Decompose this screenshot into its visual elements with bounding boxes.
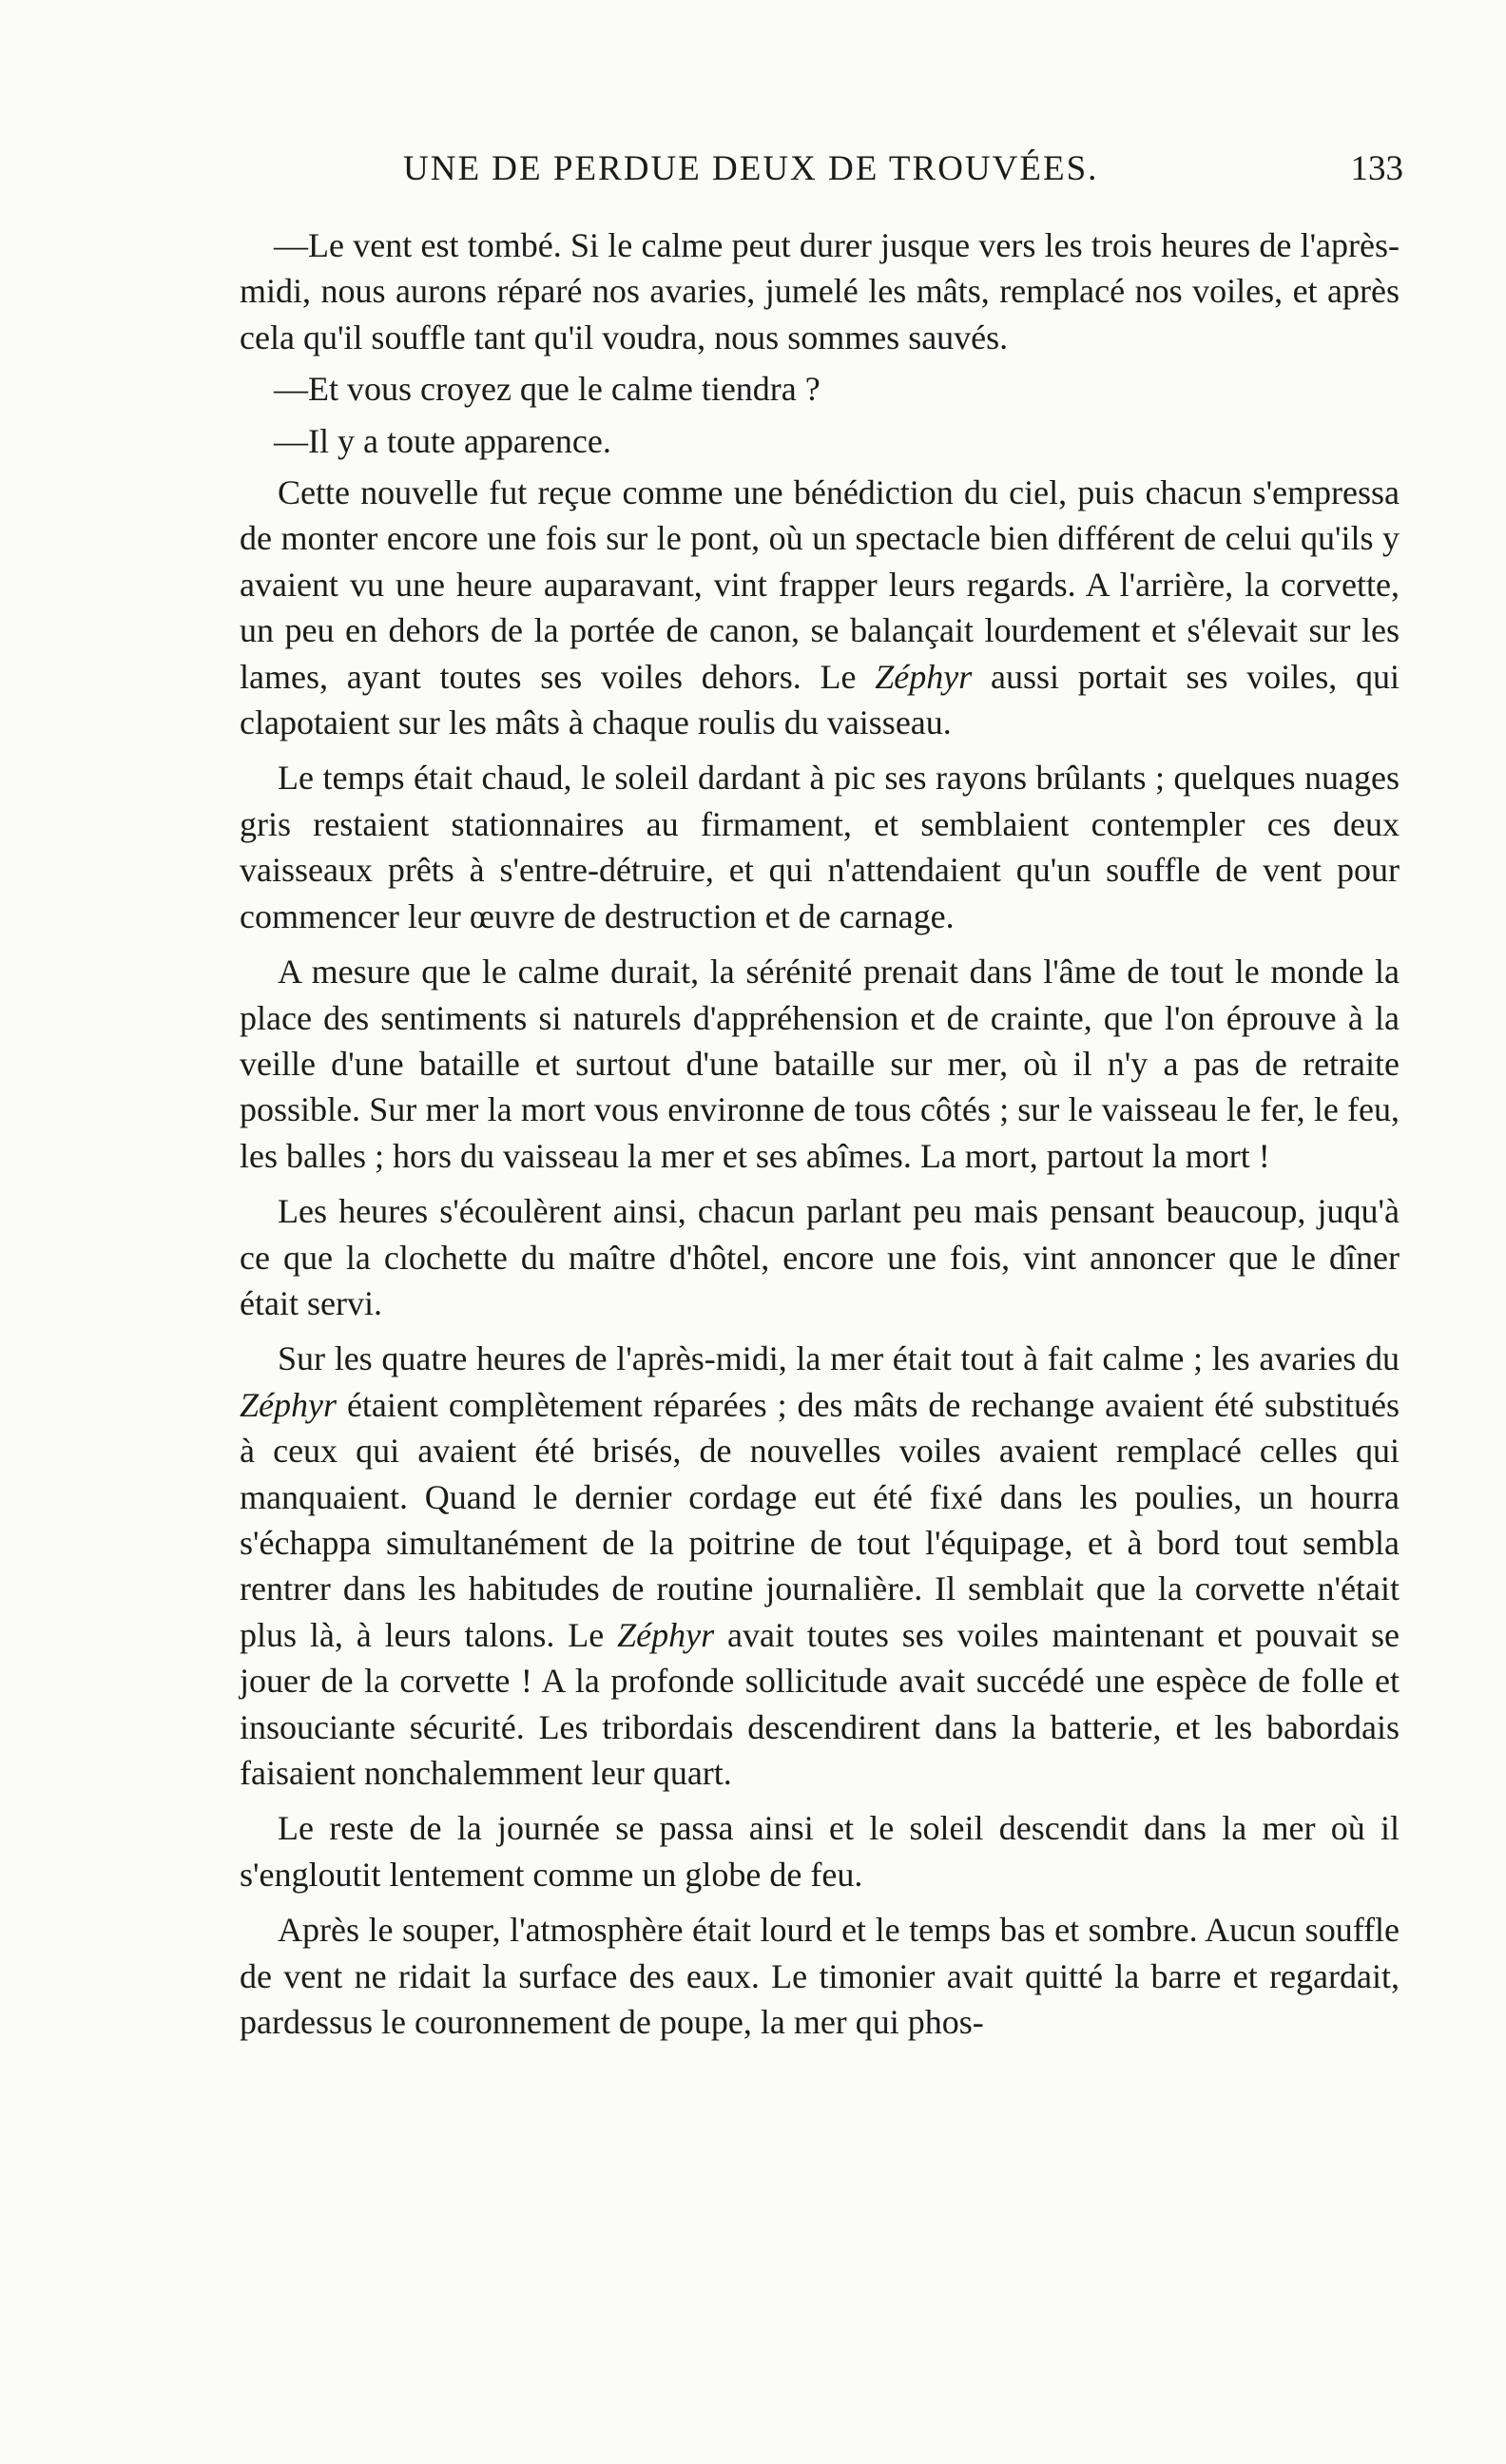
text-segment: Après le souper, l'atmosphère était lourd et le temps bas et sombre. Aucun souffle de vent ne ridait la surface des eaux. Le timonier avait quitté la barre et regardait, pardessus le couronnement de poupe, la mer qui phos- (240, 1911, 1400, 2042)
text-segment: avait toutes ses voiles maintenant et pouvait se jouer de la corvette ! A la profonde sollicitude avait succédé une espèce de folle et insouciante sécurité. Les tribordais descendirent dans la batterie, et les babordais faisaient nonchalemment leur quart. (240, 1615, 1400, 1792)
paragraph (240, 755, 1400, 939)
italic-text: Zéphyr (617, 1615, 715, 1654)
text-segment: Sur les quatre heures de l'après-midi, la mer était tout à fait calme ; les avaries du (278, 1339, 1400, 1378)
paragraph (240, 366, 1400, 412)
paragraph (240, 470, 1400, 745)
paragraph (240, 1188, 1400, 1326)
text-segment: Le temps était chaud, le soleil dardant à pic ses rayons brûlants ; quelques nuages gris restaient stationnaires au firmament, et semblaient contempler ces deux vaisseaux prêts à s'entre-détruire, et qui n'attendaient qu'un souffle de vent pour commencer leur œuvre de destruction et de carnage. (240, 759, 1400, 935)
text-segment: —Le vent est tombé. Si le calme peut durer jusque vers les trois heures de l'après-midi, nous aurons réparé nos avaries, jumelé les mâts, remplacé nos voiles, et après cela qu'il souffle tant qu'il voudra, nous sommes sauvés. (240, 226, 1400, 356)
book-page (240, 143, 1403, 2045)
paragraph (240, 1907, 1400, 2045)
text-segment: Les heures s'écoulèrent ainsi, chacun parlant peu mais pensant beaucoup, juqu'à ce que la clochette du maître d'hôtel, encore une fois, vint annoncer que le dîner était servi. (240, 1192, 1400, 1322)
running-header (240, 143, 1403, 200)
running-title: UNE DE PERDUE DEUX DE TROUVÉES. (403, 149, 1099, 188)
text-segment: —Il y a toute apparence. (274, 421, 611, 460)
italic-text: Zéphyr (240, 1385, 337, 1424)
paragraph (240, 418, 1400, 464)
paragraph (240, 222, 1400, 360)
text-segment: étaient complètement réparées ; des mâts de rechange avaient été substitués à ceux qui avaient été brisés, de nouvelles voiles avaient remplacé celles qui manquaient. Quand le dernier cordage eut été fixé dans les poulies, un hourra s'échappa simultanément de la poitrine de tout l'équipage, et à bord tout sembla rentrer dans les habitudes de routine journalière. Il semblait que la corvette n'était plus là, à leurs talons. Le (240, 1385, 1400, 1654)
paragraph (240, 1336, 1400, 1796)
text-segment: Le reste de la journée se passa ainsi et le soleil descendit dans la mer où il s'engloutit lentement comme un globe de feu. (240, 1809, 1400, 1894)
text-segment: Cette nouvelle fut reçue comme une bénédiction du ciel, puis chacun s'empressa de monter encore une fois sur le pont, où un spectacle bien différent de celui qu'ils y avaient vu une heure auparavant, vint frapper leurs regards. A l'arrière, la corvette, un peu en dehors de la portée de canon, se balançait lourdement et s'élevait sur les lames, ayant toutes ses voiles dehors. Le (240, 473, 1400, 696)
text-segment: aussi portait ses voiles, qui clapotaient sur les mâts à chaque roulis du vaisseau. (240, 657, 1400, 742)
page-number: 133 (1350, 149, 1403, 188)
text-segment: —Et vous croyez que le calme tiendra ? (274, 370, 821, 409)
italic-text: Zéphyr (875, 657, 973, 696)
body-text (240, 222, 1400, 2045)
paragraph (240, 949, 1400, 1179)
text-segment: A mesure que le calme durait, la sérénité prenait dans l'âme de tout le monde la place des sentiments si naturels d'appréhension et de crainte, que l'on éprouve à la veille d'une bataille et surtout d'une bataille sur mer, où il n'y a pas de retraite possible. Sur mer la mort vous environne de tous côtés ; sur le vaisseau le fer, le feu, les balles ; hors du vaisseau la mer et ses abîmes. La mort, partout la mort ! (240, 953, 1400, 1175)
paragraph (240, 1805, 1400, 1897)
